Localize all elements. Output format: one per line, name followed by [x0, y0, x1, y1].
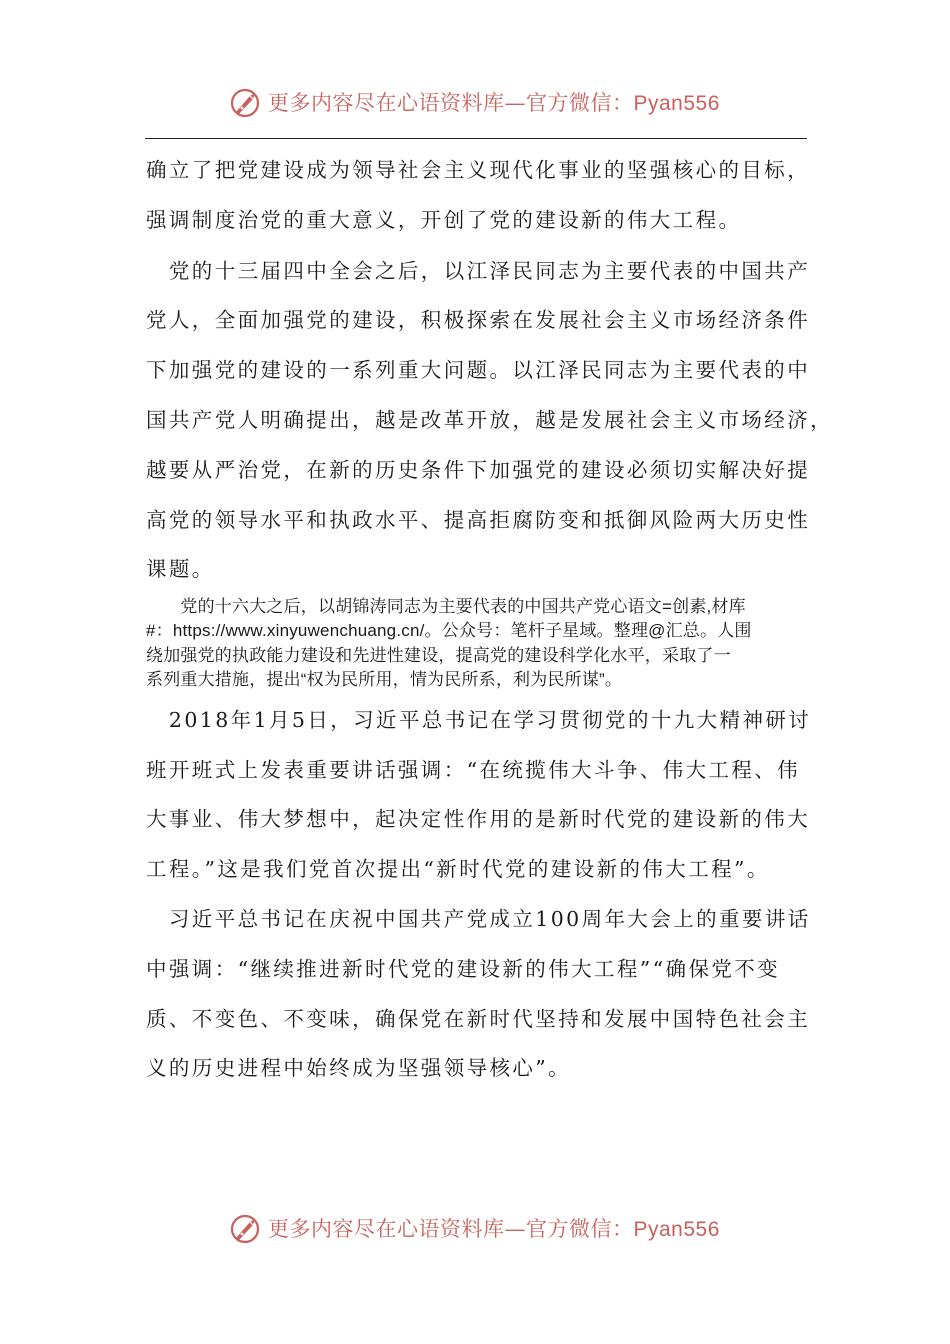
body-line: 2018年1月5日，习近平总书记在学习贯彻党的十九大精神研讨: [146, 708, 812, 732]
pen-nib-logo-icon: [228, 1210, 264, 1246]
body-line: 课题。: [146, 557, 215, 581]
small-text-line: 党的十六大之后，以胡锦涛同志为主要代表的中国共产党心语文=创素,材库: [146, 597, 746, 616]
header-banner-official: 官方微信：: [526, 91, 634, 115]
header-banner-inner: [228, 82, 720, 122]
footer-banner-title: 更多内容尽在心语资料库: [268, 1217, 505, 1241]
header-banner-wechat: Pyan556: [633, 92, 720, 115]
body-line: 习近平总书记在庆祝中国共产党成立100周年大会上的重要讲话: [146, 907, 811, 931]
footer-banner-text: [268, 1213, 720, 1243]
footer-banner-wechat: Pyan556: [633, 1218, 720, 1241]
body-line: 中强调：“继续推进新时代党的建设新的伟大工程”“确保党不变: [146, 957, 781, 981]
small-text-line: #：https://www.xinyuwenchuang.cn/。公众号：笔杆子星域。整理@汇总。人围: [146, 621, 752, 640]
header-divider: [145, 138, 807, 139]
header-banner: [0, 82, 950, 122]
small-text-line: 系列重大措施，提出“权为民所用，情为民所系，利为民所谋”。: [146, 670, 623, 689]
body-line: 党人，全面加强党的建设，积极探索在发展社会主义市场经济条件: [146, 308, 811, 332]
footer-banner: [0, 1208, 950, 1248]
footer-banner-dash: —: [504, 1217, 526, 1241]
body-line: 义的历史进程中始终成为坚强领导核心”。: [146, 1056, 572, 1080]
body-line: 强调制度治党的重大意义，开创了党的建设新的伟大工程。: [146, 208, 742, 232]
body-line: 班开班式上发表重要讲话强调：“在统揽伟大斗争、伟大工程、伟: [146, 758, 801, 782]
body-line: 工程。”这是我们党首次提出“新时代党的建设新的伟大工程”。: [146, 857, 770, 881]
small-text-line: 绕加强党的执政能力建设和先进性建设，提高党的建设科学化水平，采取了一: [146, 646, 731, 665]
pen-nib-logo-icon: [228, 84, 264, 120]
body-line: 质、不变色、不变味，确保党在新时代坚持和发展中国特色社会主: [146, 1007, 811, 1031]
body-line: 确立了把党建设成为领导社会主义现代化事业的坚强核心的目标，: [146, 158, 811, 182]
footer-banner-official: 官方微信：: [526, 1217, 634, 1241]
body-line: 党的十三届四中全会之后，以江泽民同志为主要代表的中国共产: [146, 259, 811, 283]
body-line: 下加强党的建设的一系列重大问题。以江泽民同志为主要代表的中: [146, 358, 811, 382]
header-banner-dash: —: [504, 91, 526, 115]
body-line: 大事业、伟大梦想中，起决定性作用的是新时代党的建设新的伟大: [146, 807, 811, 831]
body-line: 越要从严治党，在新的历史条件下加强党的建设必须切实解决好提: [146, 458, 811, 482]
header-banner-title: 更多内容尽在心语资料库: [268, 91, 505, 115]
body-line: 国共产党人明确提出，越是改革开放，越是发展社会主义市场经济，: [146, 408, 833, 432]
body-line: 高党的领导水平和执政水平、提高拒腐防变和抵御风险两大历史性: [146, 508, 811, 532]
footer-banner-inner: [228, 1208, 720, 1248]
header-banner-text: [268, 87, 720, 117]
